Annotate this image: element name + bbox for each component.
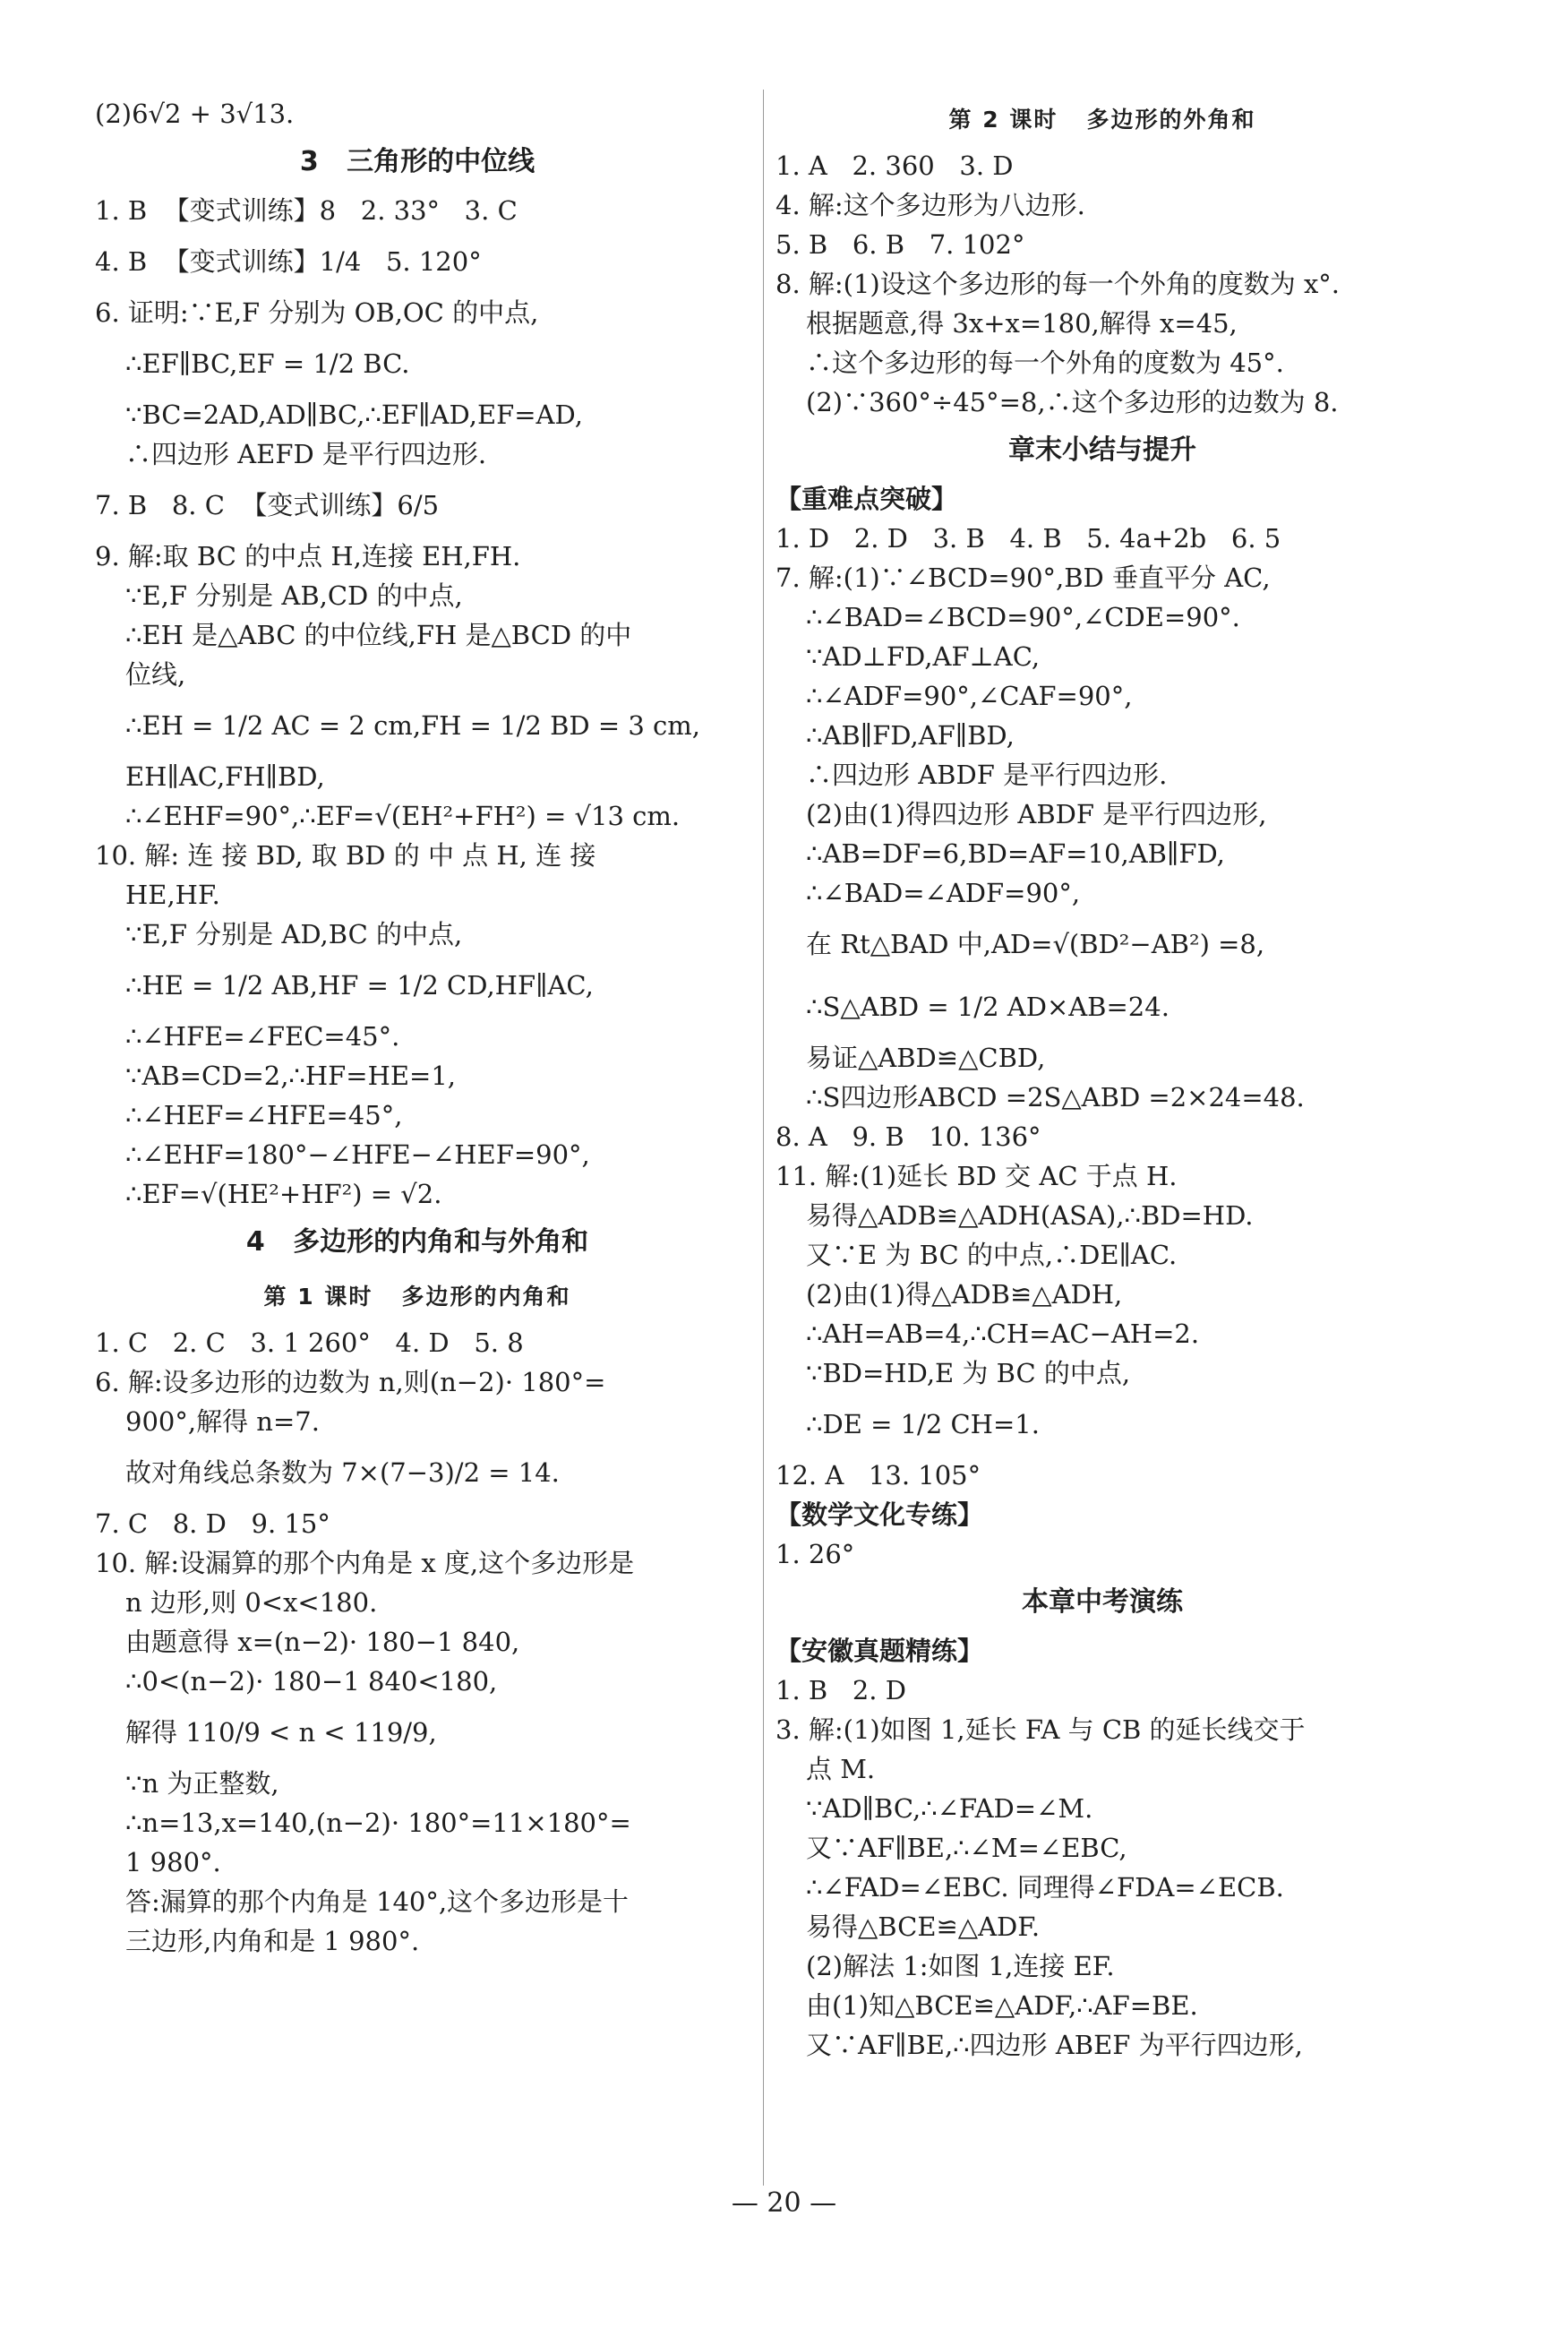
text-line: 7. B 8. C 【变式训练】6/5 xyxy=(95,490,440,520)
column-divider xyxy=(763,90,764,2186)
text-line: ∴EH 是△ABC 的中位线,FH 是△BCD 的中 xyxy=(125,620,632,650)
text-line: ∵n 为正整数, xyxy=(125,1768,279,1799)
text-line: 5. B 6. B 7. 102° xyxy=(775,229,1025,260)
text-line: (2)由(1)得四边形 ABDF 是平行四边形, xyxy=(806,799,1267,829)
text-line: 答:漏算的那个内角是 140°,这个多边形是十 xyxy=(125,1886,630,1917)
section-heading: 3 三角形的中位线 xyxy=(299,146,536,177)
text-line: ∴EF∥BC,EF = 1/2 BC. xyxy=(125,348,410,379)
text-line: ∵E,F 分别是 AD,BC 的中点, xyxy=(125,919,463,949)
text-line: (2)由(1)得△ADB≌△ADH, xyxy=(806,1279,1123,1310)
text-line: ∴∠HEF=∠HFE=45°, xyxy=(125,1100,403,1130)
text-line: 位线, xyxy=(125,659,186,690)
text-line: 7. 解:(1)∵∠BCD=90°,BD 垂直平分 AC, xyxy=(775,563,1271,593)
text-line: 1. 26° xyxy=(775,1539,855,1569)
text-line: 1 980°. xyxy=(125,1847,221,1877)
text-line: (2)解法 1:如图 1,连接 EF. xyxy=(806,1951,1115,1981)
text-line: n 边形,则 0<x<180. xyxy=(125,1587,378,1618)
text-line: 1. A 2. 360 3. D xyxy=(775,150,1014,181)
text-line: ∴这个多边形的每一个外角的度数为 45°. xyxy=(806,348,1284,378)
text-line: 4. 解:这个多边形为八边形. xyxy=(775,190,1085,220)
text-line: 由题意得 x=(n−2)· 180−1 840, xyxy=(125,1627,520,1657)
text-line: 6. 证明:∵E,F 分别为 OB,OC 的中点, xyxy=(95,297,539,328)
text-line: ∴∠HFE=∠FEC=45°. xyxy=(125,1021,400,1052)
section-heading: 4 多边形的内角和与外角和 xyxy=(245,1226,589,1258)
text-line: 10. 解:设漏算的那个内角是 x 度,这个多边形是 xyxy=(95,1548,635,1578)
text-line: ∵E,F 分别是 AB,CD 的中点, xyxy=(125,580,463,611)
subsection-heading: 第 1 课时 多边形的内角和 xyxy=(263,1284,571,1310)
text-line: ∵AD⊥FD,AF⊥AC, xyxy=(806,641,1041,672)
text-line: 1. D 2. D 3. B 4. B 5. 4a+2b 6. 5 xyxy=(775,523,1281,554)
text-line: ∴0<(n−2)· 180−1 840<180, xyxy=(125,1666,498,1697)
text-line: 7. C 8. D 9. 15° xyxy=(95,1508,330,1539)
text-line: HE,HF. xyxy=(125,880,220,910)
section-heading: 章末小结与提升 xyxy=(1008,434,1196,466)
subsection-heading: 第 2 课时 多边形的外角和 xyxy=(948,107,1256,133)
text-line: 1. C 2. C 3. 1 260° 4. D 5. 8 xyxy=(95,1327,524,1358)
text-line: 12. A 13. 105° xyxy=(775,1460,981,1490)
text-line: EH∥AC,FH∥BD, xyxy=(125,761,325,792)
text-line: 易得△BCE≌△ADF. xyxy=(806,1911,1041,1942)
text-line: 又∵E 为 BC 的中点,∴DE∥AC. xyxy=(806,1240,1178,1270)
text-line: ∴AB=DF=6,BD=AF=10,AB∥FD, xyxy=(806,838,1225,869)
text-line: ∴AB∥FD,AF∥BD, xyxy=(806,720,1015,751)
text-line: 易证△ABD≌△CBD, xyxy=(806,1043,1046,1073)
text-line: 4. B 【变式训练】1/4 5. 120° xyxy=(95,246,482,277)
text-line: 根据题意,得 3x+x=180,解得 x=45, xyxy=(806,308,1238,339)
text-line: 又∵AF∥BE,∴∠M=∠EBC, xyxy=(806,1833,1127,1863)
text-line: ∴S四边形ABCD =2S△ABD =2×24=48. xyxy=(806,1082,1305,1112)
text-line: 8. 解:(1)设这个多边形的每一个外角的度数为 x°. xyxy=(775,269,1341,299)
text-line: ∴∠EHF=90°,∴EF=√(EH²+FH²) = √13 cm. xyxy=(125,801,681,831)
right-column xyxy=(775,94,1429,2065)
text-line: ∴四边形 AEFD 是平行四边形. xyxy=(125,439,487,469)
text-line: ∴∠BAD=∠ADF=90°, xyxy=(806,878,1081,908)
text-line: 由(1)知△BCE≌△ADF,∴AF=BE. xyxy=(806,1990,1198,2021)
text-line: 9. 解:取 BC 的中点 H,连接 EH,FH. xyxy=(95,541,521,571)
page-number: — 20 — xyxy=(731,2187,837,2219)
text-line: ∵BC=2AD,AD∥BC,∴EF∥AD,EF=AD, xyxy=(125,399,583,430)
text-line: ∴AH=AB=4,∴CH=AC−AH=2. xyxy=(806,1319,1200,1349)
text-line: 6. 解:设多边形的边数为 n,则(n−2)· 180°= xyxy=(95,1367,606,1397)
text-line: 10. 解: 连 接 BD, 取 BD 的 中 点 H, 连 接 xyxy=(95,840,596,871)
text-line: ∴S△ABD = 1/2 AD×AB=24. xyxy=(806,992,1170,1022)
text-line: 3. 解:(1)如图 1,延长 FA 与 CB 的延长线交于 xyxy=(775,1714,1306,1745)
text-line: 点 M. xyxy=(806,1754,876,1784)
text-line: ∵AD∥BC,∴∠FAD=∠M. xyxy=(806,1793,1093,1824)
text-line: 三边形,内角和是 1 980°. xyxy=(125,1926,420,1956)
bracket-heading: 【安徽真题精练】 xyxy=(775,1636,984,1666)
text-line: 900°,解得 n=7. xyxy=(125,1406,320,1437)
text-line: (2)6√2 + 3√13. xyxy=(95,99,295,129)
text-line: (2)∵360°÷45°=8,∴这个多边形的边数为 8. xyxy=(806,387,1339,417)
text-line: ∴n=13,x=140,(n−2)· 180°=11×180°= xyxy=(125,1808,631,1838)
text-line: ∴EF=√(HE²+HF²) = √2. xyxy=(125,1179,442,1209)
text-line: 易得△ADB≌△ADH(ASA),∴BD=HD. xyxy=(806,1200,1254,1231)
text-line: 又∵AF∥BE,∴四边形 ABEF 为平行四边形, xyxy=(806,2030,1303,2060)
text-line: 1. B 【变式训练】8 2. 33° 3. C xyxy=(95,195,518,226)
bracket-heading: 【重难点突破】 xyxy=(775,484,958,514)
text-line: 故对角线总条数为 7×(7−3)/2 = 14. xyxy=(125,1457,560,1488)
text-line: ∵BD=HD,E 为 BC 的中点, xyxy=(806,1358,1131,1388)
text-line: ∴∠ADF=90°,∠CAF=90°, xyxy=(806,681,1133,711)
text-line: 解得 110/9 < n < 119/9, xyxy=(125,1717,437,1748)
text-line: 1. B 2. D xyxy=(775,1675,906,1705)
text-line: ∴四边形 ABDF 是平行四边形. xyxy=(806,760,1168,790)
text-line: ∴DE = 1/2 CH=1. xyxy=(806,1409,1040,1439)
text-line: 8. A 9. B 10. 136° xyxy=(775,1121,1041,1152)
text-line: ∴∠FAD=∠EBC. 同理得∠FDA=∠ECB. xyxy=(806,1872,1284,1903)
text-line: ∵AB=CD=2,∴HF=HE=1, xyxy=(125,1061,456,1091)
text-line: 11. 解:(1)延长 BD 交 AC 于点 H. xyxy=(775,1161,1178,1191)
section-heading: 本章中考演练 xyxy=(1022,1586,1183,1618)
text-line: ∴∠EHF=180°−∠HFE−∠HEF=90°, xyxy=(125,1139,590,1170)
text-line: ∴∠BAD=∠BCD=90°,∠CDE=90°. xyxy=(806,602,1240,632)
text-line: 在 Rt△BAD 中,AD=√(BD²−AB²) =8, xyxy=(806,929,1265,959)
bracket-heading: 【数学文化专练】 xyxy=(775,1499,984,1530)
text-line: ∴EH = 1/2 AC = 2 cm,FH = 1/2 BD = 3 cm, xyxy=(125,710,700,741)
text-line: ∴HE = 1/2 AB,HF = 1/2 CD,HF∥AC, xyxy=(125,970,594,1001)
left-column xyxy=(95,94,740,1961)
